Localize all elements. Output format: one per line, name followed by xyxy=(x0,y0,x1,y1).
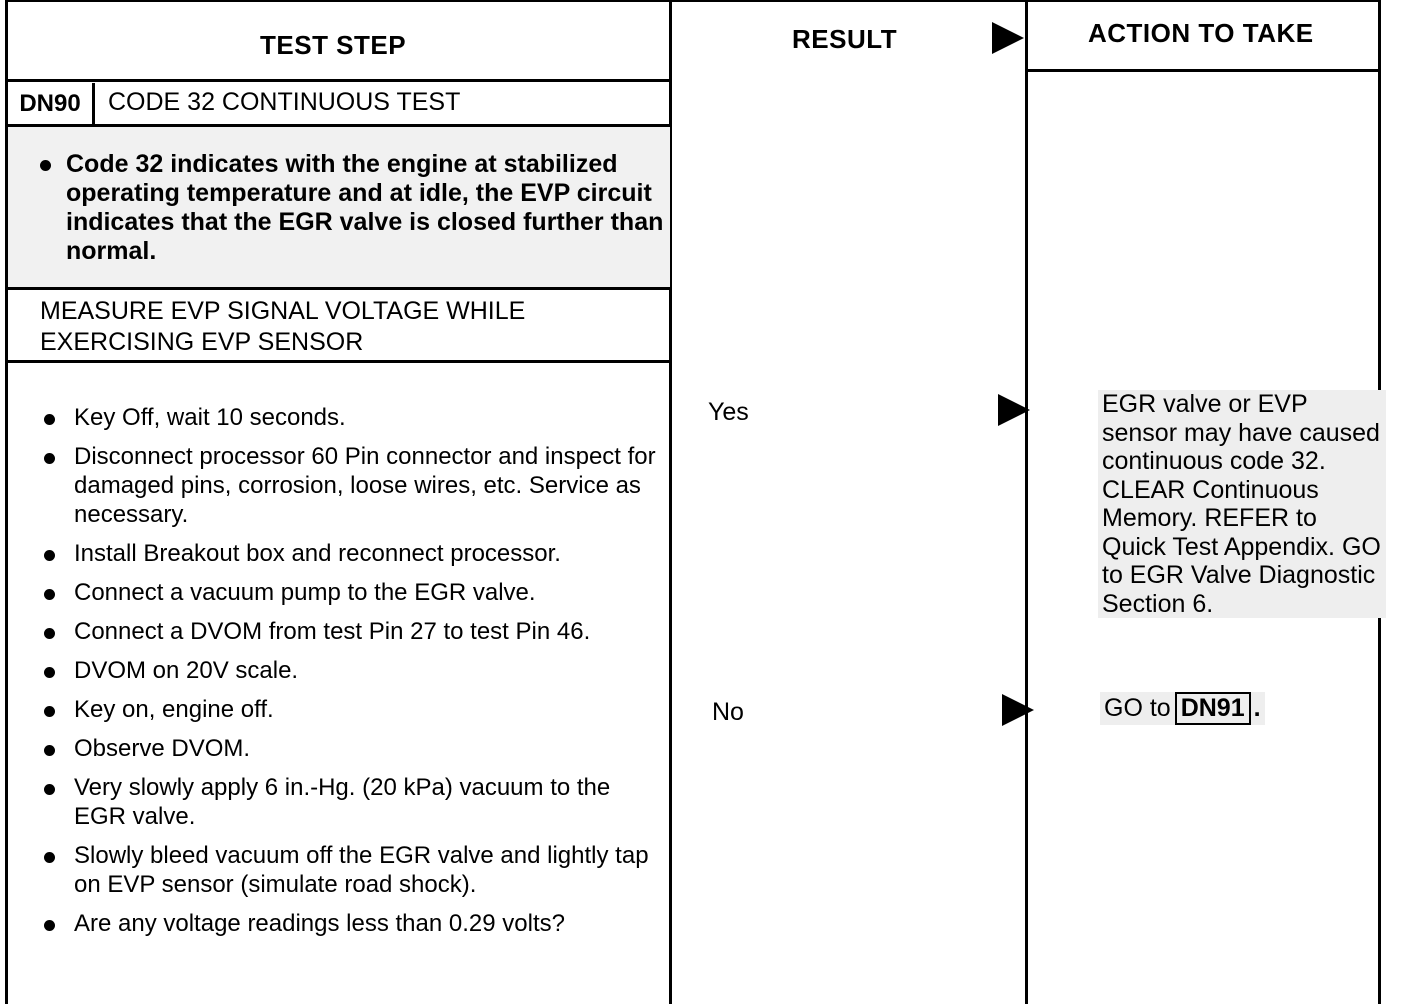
step-text: Key on, engine off. xyxy=(74,696,274,723)
bullet-icon xyxy=(44,784,55,795)
bullet-icon xyxy=(44,550,55,561)
bullet-icon xyxy=(44,414,55,425)
step-text: Are any voltage readings less than 0.29 volts? xyxy=(74,910,565,937)
list-item xyxy=(44,773,664,831)
intro-bottom-border xyxy=(5,287,672,290)
yes-arrow-icon xyxy=(998,394,1030,426)
intro-text: Code 32 indicates with the engine at stabilized operating temperature and at idle, the EVP circuit indicates that the EGR valve is closed further than normal. xyxy=(66,150,664,265)
action-no-prefix: GO to xyxy=(1104,694,1171,722)
bullet-icon xyxy=(44,852,55,863)
header-bottom-border-left xyxy=(5,79,672,82)
step-code: DN90 xyxy=(8,83,95,125)
step-text: Observe DVOM. xyxy=(74,735,251,762)
list-item xyxy=(44,403,664,432)
result-no: No xyxy=(712,698,744,726)
header-action: ACTION TO TAKE xyxy=(1088,18,1314,48)
step-text: Key Off, wait 10 seconds. xyxy=(74,404,346,431)
step-text: Install Breakout box and reconnect processor. xyxy=(74,540,561,567)
measure-bottom-border xyxy=(5,360,672,363)
header-top-border xyxy=(5,0,1381,2)
header-arrow-icon xyxy=(992,22,1024,54)
intro-block xyxy=(40,150,665,266)
list-item xyxy=(44,695,664,724)
list-item xyxy=(44,909,664,938)
action-yes: EGR valve or EVP sensor may have caused continuous code 32. CLEAR Continuous Memory. REFER to Quick Test Appendix. GO to EGR Valve Diagnostic Section 6. xyxy=(1098,390,1386,618)
header-result: RESULT xyxy=(792,24,898,54)
bullet-icon xyxy=(44,667,55,678)
measure-title: MEASURE EVP SIGNAL VOLTAGE WHILE EXERCISING EVP SENSOR xyxy=(40,297,526,356)
step-text: Slowly bleed vacuum off the EGR valve and lightly tap on EVP sensor (simulate road shock). xyxy=(74,842,649,898)
intro-item xyxy=(40,150,665,266)
list-item xyxy=(44,539,664,568)
step-title: CODE 32 CONTINUOUS TEST xyxy=(108,88,461,116)
step-list xyxy=(44,403,664,948)
list-item xyxy=(44,841,664,899)
bullet-icon xyxy=(40,160,51,171)
list-item xyxy=(44,656,664,685)
header-bottom-border-right xyxy=(1025,69,1381,72)
step-text: Very slowly apply 6 in.-Hg. (20 kPa) vacuum to the EGR valve. xyxy=(74,774,611,830)
list-item xyxy=(44,578,664,607)
bullet-icon xyxy=(44,920,55,931)
result-yes: Yes xyxy=(708,398,749,426)
step-text: Connect a DVOM from test Pin 27 to test Pin 46. xyxy=(74,618,591,645)
step-text: Disconnect processor 60 Pin connector and inspect for damaged pins, corrosion, loose wires, etc. Service as necessary. xyxy=(74,443,656,528)
step-text: Connect a vacuum pump to the EGR valve. xyxy=(74,579,536,606)
step-text: DVOM on 20V scale. xyxy=(74,657,299,684)
action-no-suffix: . xyxy=(1253,694,1261,722)
list-item xyxy=(44,617,664,646)
bullet-icon xyxy=(44,453,55,464)
column-divider-action xyxy=(1025,0,1028,1004)
list-item xyxy=(44,734,664,763)
list-item xyxy=(44,442,664,529)
bullet-icon xyxy=(44,745,55,756)
header-test-step: TEST STEP xyxy=(260,30,407,60)
action-no xyxy=(1100,692,1265,725)
no-arrow-icon xyxy=(1002,694,1034,726)
bullet-icon xyxy=(44,589,55,600)
step-reference-link[interactable]: DN91 xyxy=(1175,692,1251,725)
bullet-icon xyxy=(44,628,55,639)
bullet-icon xyxy=(44,706,55,717)
